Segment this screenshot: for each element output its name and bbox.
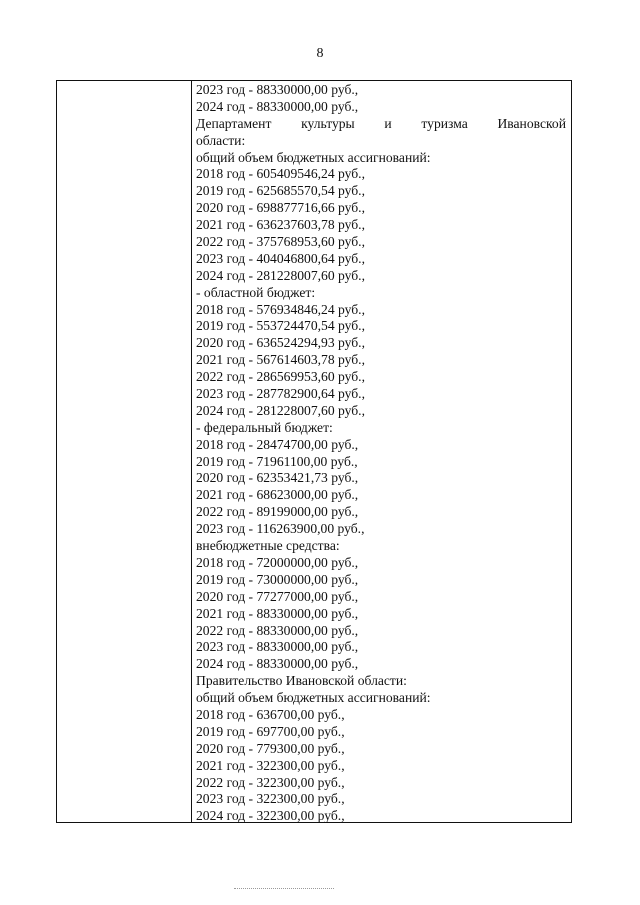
- text-line: внебюджетные средства:: [196, 538, 340, 554]
- funding-text-cell: [196, 82, 566, 825]
- text-line: 2023 год - 88330000,00 руб.,: [196, 639, 359, 655]
- text-line: Департамент культуры и туризма Ивановской: [196, 115, 566, 131]
- text-line: 2021 год - 88330000,00 руб.,: [196, 605, 359, 621]
- text-line: 2019 год - 553724470,54 руб.,: [196, 318, 365, 334]
- text-line: - федеральный бюджет:: [196, 419, 333, 435]
- text-line: общий объем бюджетных ассигнований:: [196, 149, 431, 165]
- text-line: 2024 год - 281228007,60 руб.,: [196, 267, 365, 283]
- column-divider: [191, 81, 192, 822]
- text-line: 2022 год - 88330000,00 руб.,: [196, 622, 359, 638]
- text-line: Правительство Ивановской области:: [196, 673, 407, 689]
- text-line: 2018 год - 28474700,00 руб.,: [196, 436, 359, 452]
- text-line: области:: [196, 132, 246, 148]
- text-line: 2018 год - 72000000,00 руб.,: [196, 554, 359, 570]
- text-line: 2023 год - 322300,00 руб.,: [196, 791, 345, 807]
- text-line: 2018 год - 605409546,24 руб.,: [196, 166, 365, 182]
- text-line: 2023 год - 116263900,00 руб.,: [196, 521, 365, 537]
- text-line: 2024 год - 88330000,00 руб.,: [196, 656, 359, 672]
- text-line: 2023 год - 404046800,64 руб.,: [196, 250, 365, 266]
- text-line: 2020 год - 779300,00 руб.,: [196, 740, 345, 756]
- text-line: 2024 год - 322300,00 руб.,: [196, 808, 345, 824]
- text-line: 2022 год - 322300,00 руб.,: [196, 774, 345, 790]
- scan-artifact: [234, 888, 334, 893]
- text-line: 2021 год - 567614603,78 руб.,: [196, 352, 365, 368]
- text-line: 2021 год - 68623000,00 руб.,: [196, 487, 359, 503]
- text-line: 2020 год - 636524294,93 руб.,: [196, 335, 365, 351]
- text-line: 2022 год - 286569953,60 руб.,: [196, 369, 365, 385]
- text-line: 2019 год - 697700,00 руб.,: [196, 723, 345, 739]
- text-line: 2022 год - 375768953,60 руб.,: [196, 234, 365, 250]
- page-number: 8: [316, 46, 324, 61]
- text-line: 2021 год - 322300,00 руб.,: [196, 757, 345, 773]
- text-line: 2022 год - 89199000,00 руб.,: [196, 504, 359, 520]
- text-line: 2021 год - 636237603,78 руб.,: [196, 217, 365, 233]
- text-line: - областной бюджет:: [196, 284, 316, 300]
- text-line: 2020 год - 62353421,73 руб.,: [196, 470, 359, 486]
- text-line: общий объем бюджетных ассигнований:: [196, 690, 431, 706]
- funding-table: [56, 80, 572, 823]
- text-line: 2019 год - 625685570,54 руб.,: [196, 183, 365, 199]
- text-line: 2018 год - 636700,00 руб.,: [196, 706, 345, 722]
- text-line: 2024 год - 88330000,00 руб.,: [196, 98, 359, 114]
- text-line: 2023 год - 287782900,64 руб.,: [196, 386, 365, 402]
- text-line: 2020 год - 77277000,00 руб.,: [196, 588, 359, 604]
- text-line: 2024 год - 281228007,60 руб.,: [196, 402, 365, 418]
- text-line: 2018 год - 576934846,24 руб.,: [196, 301, 365, 317]
- text-line: 2019 год - 71961100,00 руб.,: [196, 453, 358, 469]
- text-line: 2023 год - 88330000,00 руб.,: [196, 82, 359, 97]
- text-line: 2020 год - 698877716,66 руб.,: [196, 200, 365, 216]
- text-line: 2019 год - 73000000,00 руб.,: [196, 571, 359, 587]
